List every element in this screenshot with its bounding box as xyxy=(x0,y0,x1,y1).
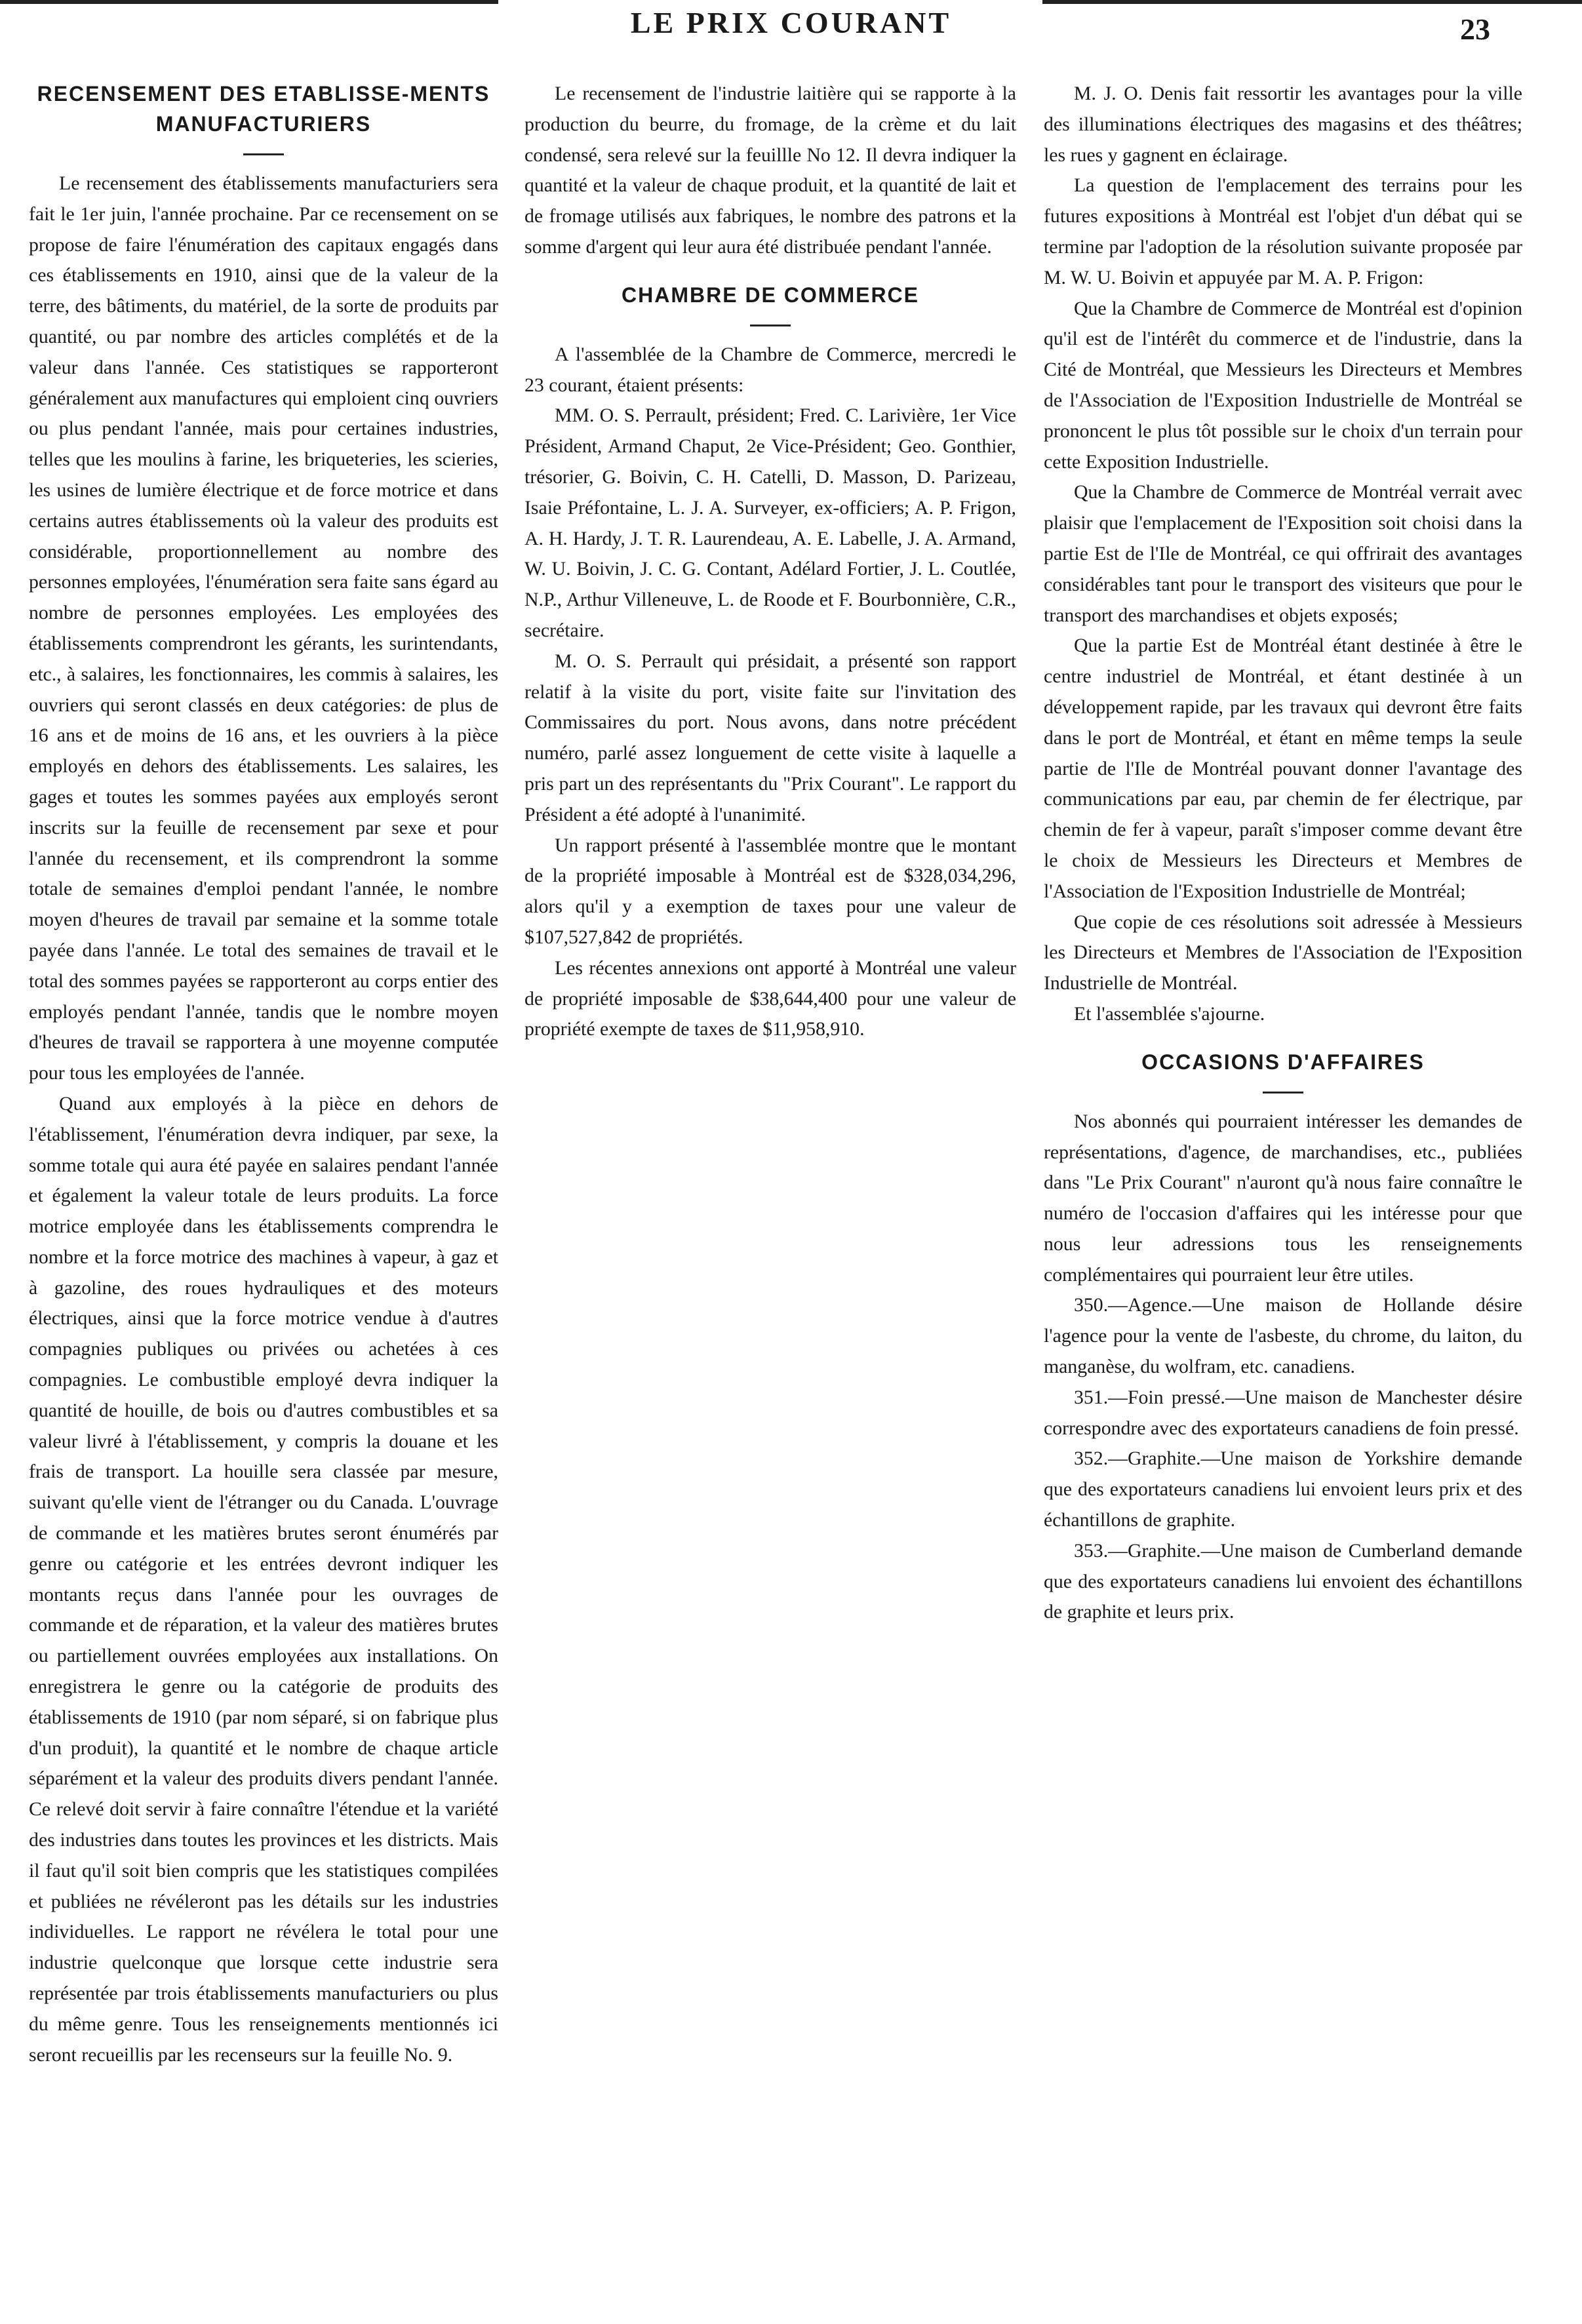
heading-rule xyxy=(750,325,791,326)
occasions-paragraph: Nos abonnés qui pourraient intéresser les demandes de représentations, d'agence, de marchandises, etc., publiées dans "Le Prix Courant" n'auront qu'à nous faire connaître le numéro de l'occasion d'affaires qui les intéresse pour que nous leur adressions tous les renseignements complémentaires qui pourraient leur être utiles. xyxy=(1044,1110,1522,1286)
chambre-paragraph: Que la Chambre de Commerce de Montréal est d'opinion qu'il est de l'intérêt du commerce et de l'industrie, dans la Cité de Montréal, que Messieurs les Directeurs et Membres de l'Association de l'Exposition Industrielle de Montréal se prononcent le plus tôt possible sur le choix d'un terrain pour cette Exposition Industrielle. xyxy=(1044,297,1522,473)
column-1 xyxy=(29,79,498,2070)
chambre-paragraph: Les récentes annexions ont apporté à Montréal une valeur de propriété imposable de $38,644,400 pour une valeur de propriété exempte de taxes de $11,958,910. xyxy=(524,956,1016,1040)
occasions-paragraph: 350.—Agence.—Une maison de Hollande désire l'agence pour la vente de l'asbeste, du chrome, du laiton, du manganèse, du wolfram, etc. canadiens. xyxy=(1044,1294,1522,1378)
masthead-rule-left xyxy=(0,0,498,4)
chambre-paragraph: Que la partie Est de Montréal étant destinée à être le centre industriel de Montréal, et étant destinée à un développement rapide, par les travaux qui devront être faits dans le port de Montréal, et étant en même temps la seule partie de l'Ile de Montréal pouvant donner l'avantage des communications par eau, par chemin de fer électrique, par chemin de fer à vapeur, paraît s'imposer comme devant être le choix de Messieurs les Directeurs et Membres de l'Association de l'Exposition Industrielle de Montréal; xyxy=(1044,635,1522,902)
occasions-paragraph: 352.—Graphite.—Une maison de Yorkshire demande que des exportateurs canadiens lui envoient leurs prix et des échantillons de graphite. xyxy=(1044,1448,1522,1531)
heading-rule xyxy=(243,153,284,155)
masthead-rule-right xyxy=(1042,0,1582,4)
chambre-paragraph: Que copie de ces résolutions soit adressée à Messieurs les Directeurs et Membres de l'Association de l'Exposition Industrielle de Montréal. xyxy=(1044,911,1522,995)
recensement-paragraph: Le recensement des établissements manufacturiers sera fait le 1er juin, l'année prochaine. Par ce recensement on se propose de faire l'énumération des capitaux engagés dans ces établissements en 1910, ainsi que de la valeur de la terre, des bâtiments, du matériel, de la sorte de produits par quantité, ou par nombre des articles complétés et de la valeur dans l'année. Ces statistiques se rapporteront généralement aux manufactures qui emploient cinq ouvriers ou plus pendant l'année, mais pour certaines industries, telles que les moulins à farine, les briqueteries, les scieries, les usines de lumière électrique et de force motrice et dans certains autres établissements où la valeur des produits est considérable, proportionnellement au nombre des personnes employées, l'énumération sera faite sans égard au nombre de personnes employées. Les employées des établissements comprendront les gérants, les surintendants, etc., à salaires, les fonctionnaires, les commis à salaires, les ouvriers qui seront classés en deux catégories: de plus de 16 ans et de moins de 16 ans, et les ouvriers à la pièce employés en dehors des établissements. Les salaires, les gages et toutes les sommes payées aux employés seront inscrits sur la feuille de recensement par sexe et pour l'année du recensement, et ils comprendront la somme totale de semaines d'emploi pendant l'année, le nombre moyen d'heures de travail par semaine et la somme totale payée dans l'année. Le total des semaines de travail et le total des sommes payées se rapporteront au corps entier des employés pendant l'année, tandis que le nombre moyen d'heures de travail se rapportera à une moyenne computée pour tous les employées de l'année. xyxy=(29,172,498,1084)
chambre-paragraph: MM. O. S. Perrault, président; Fred. C. Larivière, 1er Vice Président, Armand Chaput, 2e Vice-Président; Geo. Gonthier, trésorier, G. Boivin, C. H. Catelli, D. Masson, D. Parizeau, Isaie Préfontaine, L. J. A. Surveyer, ex-officiers; A. P. Frigon, A. H. Hardy, J. T. R. Laurendeau, A. E. Labelle, J. A. Armand, W. U. Boivin, J. C. G. Contant, Adélard Fortier, J. L. Coutlée, N.P., Arthur Villeneuve, L. de Roode et F. Bourbonnière, C.R., secrétaire. xyxy=(524,404,1016,641)
recensement-heading: RECENSEMENT DES ETABLISSE-MENTS MANUFACTURIERS xyxy=(37,82,490,136)
chambre-paragraph: M. J. O. Denis fait ressortir les avantages pour la ville des illuminations électriques des magasins et des théâtres; les rues y gagnent en éclairage. xyxy=(1044,83,1522,166)
chambre-paragraph: Que la Chambre de Commerce de Montréal verrait avec plaisir que l'emplacement de l'Exposition soit choisi dans la partie Est de l'Ile de Montréal, ce qui offrirait des avantages considérables tant pour le transport des visiteurs que pour le transport des marchandises et objets exposés; xyxy=(1044,481,1522,626)
newspaper-title: LE PRIX COURANT xyxy=(630,6,952,39)
chambre-paragraph: Un rapport présenté à l'assemblée montre que le montant de la propriété imposable à Montréal est de $328,034,296, alors qu'il y a exemption de taxes pour une valeur de $107,527,842 de propriétés. xyxy=(524,834,1016,948)
column-2 xyxy=(524,79,1016,1045)
heading-rule xyxy=(1263,1092,1303,1093)
occasions-paragraph: 353.—Graphite.—Une maison de Cumberland demande que des exportateurs canadiens lui envoient des échantillons de graphite et leurs prix. xyxy=(1044,1539,1522,1623)
recensement-paragraph: Le recensement de l'industrie laitière qui se rapporte à la production du beurre, du fromage, de la crème et du lait condensé, sera relevé sur la feuillle No 12. Il devra indiquer la quantité et la valeur de chaque produit, et la quantité de lait et de fromage utilisés aux fabriques, le nombre des patrons et la somme d'argent qui leur aura été distribuée pendant l'année. xyxy=(524,83,1016,258)
chambre-paragraph: A l'assemblée de la Chambre de Commerce, mercredi le 23 courant, étaient présents: xyxy=(524,343,1016,396)
page-number: 23 xyxy=(1460,12,1490,46)
occasions-heading: OCCASIONS D'AFFAIRES xyxy=(1141,1050,1425,1074)
chambre-paragraph: M. O. S. Perrault qui présidait, a présenté son rapport relatif à la visite du port, visite faite sur l'invitation des Commissaires du port. Nous avons, dans notre précédent numéro, parlé assez longuement de cette visite à laquelle a pris part un des représentants du "Prix Courant". Le rapport du Président a été adopté à l'unanimité. xyxy=(524,650,1016,825)
chambre-heading: CHAMBRE DE COMMERCE xyxy=(622,283,919,307)
recensement-paragraph: Quand aux employés à la pièce en dehors de l'établissement, l'énumération devra indiquer, par sexe, la somme totale qui aura été payée en salaires pendant l'année et également la valeur totale de leurs produits. La force motrice employée dans les établissements comprendra le nombre et la force motrice des machines à vapeur, à gaz et à gazoline, des roues hydrauliques et des moteurs électriques, ainsi que la force motrice vendue à d'autres compagnies publiques ou privées ou achetées à ces compagnies. Le combustible employé devra indiquer la quantité de houille, de bois ou d'autres combustibles et sa valeur livré à l'établissement, y compris la douane et les frais de transport. La houille sera classée par mesure, suivant qu'elle vient de l'étranger ou du Canada. L'ouvrage de commande et les matières brutes seront énumérés par genre ou catégorie et les entrées devront indiquer les montants reçus dans l'année pour les ouvrages de commande et de réparation, et la valeur des matières brutes ou partiellement ouvrées employées aux installations. On enregistrera le genre ou la catégorie de produits des établissements de 1910 (par nom séparé, si on fabrique plus d'un produit), la quantité et le nombre de chaque article séparément et la valeur des produits divers pendant l'année. Ce relevé doit servir à faire connaître l'étendue et la variété des industries dans toutes les provinces et les districts. Mais il faut qu'il soit bien compris que les statistiques compilées et publiées ne révéleront pas les détails sur les industries individuelles. Le rapport ne révélera le total pour une industrie quelconque que lorsque cette industrie sera représentée par trois établissements manufacturiers ou plus du même genre. Tous les renseignements mentionnés ici seront recueillis par les recenseurs sur la feuille No. 9. xyxy=(29,1092,498,2066)
column-3 xyxy=(1044,79,1522,1628)
occasions-paragraph: 351.—Foin pressé.—Une maison de Manchester désire correspondre avec des exportateurs canadiens de foin pressé. xyxy=(1044,1386,1522,1439)
masthead xyxy=(0,0,1582,52)
chambre-paragraph: La question de l'emplacement des terrains pour les futures expositions à Montréal est l'objet d'un débat qui se termine par l'adoption de la résolution suivante proposée par M. W. U. Boivin et appuyée par M. A. P. Frigon: xyxy=(1044,174,1522,288)
chambre-paragraph: Et l'assemblée s'ajourne. xyxy=(1074,1002,1265,1025)
